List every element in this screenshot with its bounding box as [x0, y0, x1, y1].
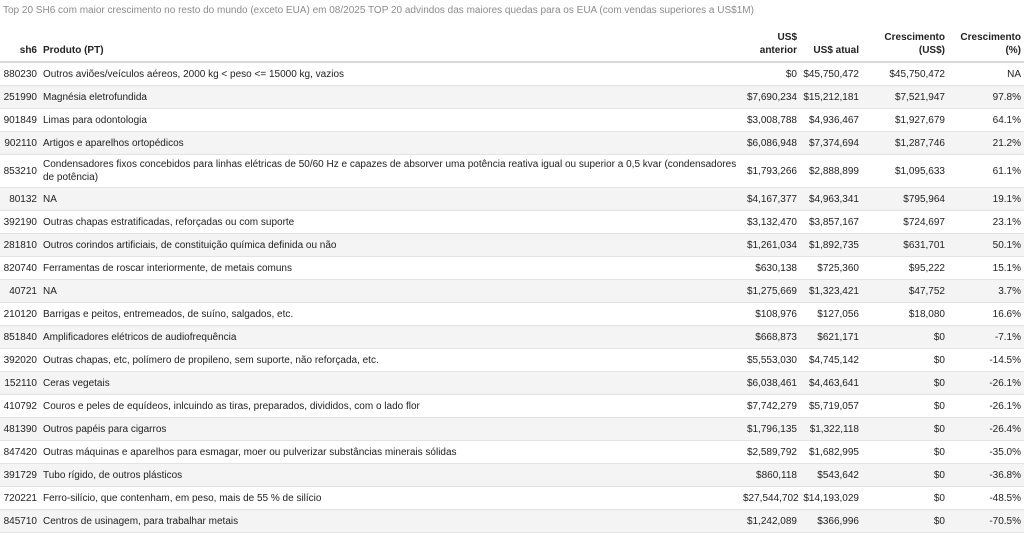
col-header-produto: Produto (PT) [40, 22, 740, 62]
cell-crescimento-usd: $0 [862, 372, 948, 395]
cell-crescimento-usd: $45,750,472 [862, 62, 948, 86]
cell-produto: Outras chapas, etc, polímero de propileno, sem suporte, não reforçada, etc. [40, 349, 740, 372]
cell-crescimento-pct: -48.5% [948, 487, 1024, 510]
cell-anterior: $4,167,377 [740, 188, 800, 211]
cell-crescimento-usd: $18,080 [862, 303, 948, 326]
col-header-atual: US$ atual [800, 22, 862, 62]
table-row [0, 257, 1024, 280]
cell-anterior: $630,138 [740, 257, 800, 280]
cell-produto: Outros corindos artificiais, de constituição química definida ou não [40, 234, 740, 257]
cell-produto: NA [40, 188, 740, 211]
cell-atual: $45,750,472 [800, 62, 862, 86]
cell-crescimento-usd: $1,287,746 [862, 132, 948, 155]
cell-atual: $725,360 [800, 257, 862, 280]
cell-anterior: $1,261,034 [740, 234, 800, 257]
col-header-anterior: US$ anterior [740, 22, 800, 62]
cell-anterior: $7,690,234 [740, 86, 800, 109]
cell-sh6: 851840 [0, 326, 40, 349]
cell-anterior: $6,038,461 [740, 372, 800, 395]
cell-anterior: $0 [740, 62, 800, 86]
table-row [0, 234, 1024, 257]
cell-crescimento-pct: 23.1% [948, 211, 1024, 234]
cell-atual: $5,719,057 [800, 395, 862, 418]
cell-anterior: $1,796,135 [740, 418, 800, 441]
cell-crescimento-pct: 3.7% [948, 280, 1024, 303]
cell-atual: $3,857,167 [800, 211, 862, 234]
cell-atual: $4,463,641 [800, 372, 862, 395]
cell-crescimento-pct: -26.4% [948, 418, 1024, 441]
table-row [0, 464, 1024, 487]
cell-crescimento-usd: $795,964 [862, 188, 948, 211]
cell-crescimento-pct: -14.5% [948, 349, 1024, 372]
table-row [0, 326, 1024, 349]
cell-crescimento-pct: -26.1% [948, 372, 1024, 395]
cell-crescimento-usd: $7,521,947 [862, 86, 948, 109]
col-header-crescimento-usd: Crescimento (US$) [862, 22, 948, 62]
cell-sh6: 902110 [0, 132, 40, 155]
table-header [0, 22, 1024, 62]
cell-crescimento-usd: $724,697 [862, 211, 948, 234]
cell-produto: Ferramentas de roscar interiormente, de metais comuns [40, 257, 740, 280]
cell-atual: $1,322,118 [800, 418, 862, 441]
table-row [0, 62, 1024, 86]
cell-atual: $1,892,735 [800, 234, 862, 257]
cell-produto: Condensadores fixos concebidos para linhas elétricas de 50/60 Hz e capazes de absorver uma potência reativa igual ou superior a 0,5 kvar (condensadores de potência) [40, 155, 740, 188]
cell-sh6: 392190 [0, 211, 40, 234]
table-caption: Top 20 SH6 com maior crescimento no resto do mundo (exceto EUA) em 08/2025 TOP 20 advindos das maiores quedas para os EUA (com vendas superiores a US$1M) [3, 5, 754, 16]
cell-atual: $543,642 [800, 464, 862, 487]
cell-anterior: $668,873 [740, 326, 800, 349]
cell-crescimento-usd: $47,752 [862, 280, 948, 303]
table-row [0, 418, 1024, 441]
cell-crescimento-usd: $631,701 [862, 234, 948, 257]
cell-sh6: 481390 [0, 418, 40, 441]
cell-crescimento-pct: -26.1% [948, 395, 1024, 418]
cell-crescimento-usd: $0 [862, 464, 948, 487]
cell-sh6: 880230 [0, 62, 40, 86]
col-header-sh6: sh6 [0, 22, 40, 62]
cell-produto: Outras chapas estratificadas, reforçadas ou com suporte [40, 211, 740, 234]
table-body [0, 62, 1024, 533]
cell-atual: $7,374,694 [800, 132, 862, 155]
cell-crescimento-usd: $0 [862, 441, 948, 464]
cell-produto: Amplificadores elétricos de audiofrequência [40, 326, 740, 349]
cell-crescimento-usd: $0 [862, 487, 948, 510]
cell-anterior: $860,118 [740, 464, 800, 487]
cell-produto: Couros e peles de equídeos, inlcuindo as tiras, preparados, divididos, com o lado flor [40, 395, 740, 418]
cell-produto: Artigos e aparelhos ortopédicos [40, 132, 740, 155]
cell-sh6: 391729 [0, 464, 40, 487]
cell-sh6: 820740 [0, 257, 40, 280]
table-row [0, 510, 1024, 533]
cell-produto: Magnésia eletrofundida [40, 86, 740, 109]
cell-crescimento-pct: -7.1% [948, 326, 1024, 349]
cell-crescimento-pct: -36.8% [948, 464, 1024, 487]
cell-crescimento-pct: 16.6% [948, 303, 1024, 326]
cell-crescimento-pct: 97.8% [948, 86, 1024, 109]
cell-sh6: 210120 [0, 303, 40, 326]
table-row [0, 211, 1024, 234]
table-row [0, 303, 1024, 326]
cell-anterior: $3,132,470 [740, 211, 800, 234]
table-row [0, 487, 1024, 510]
cell-sh6: 720221 [0, 487, 40, 510]
col-header-crescimento-pct: Crescimento (%) [948, 22, 1024, 62]
cell-produto: Outros aviões/veículos aéreos, 2000 kg < peso <= 15000 kg, vazios [40, 62, 740, 86]
cell-crescimento-usd: $1,927,679 [862, 109, 948, 132]
cell-crescimento-pct: 15.1% [948, 257, 1024, 280]
cell-crescimento-usd: $0 [862, 418, 948, 441]
cell-atual: $621,171 [800, 326, 862, 349]
table-row [0, 109, 1024, 132]
cell-produto: Outros papéis para cigarros [40, 418, 740, 441]
cell-produto: Barrigas e peitos, entremeados, de suíno, salgados, etc. [40, 303, 740, 326]
table-row [0, 188, 1024, 211]
cell-atual: $4,963,341 [800, 188, 862, 211]
cell-sh6: 845710 [0, 510, 40, 533]
cell-crescimento-pct: -35.0% [948, 441, 1024, 464]
cell-produto: Ceras vegetais [40, 372, 740, 395]
table-row [0, 155, 1024, 188]
cell-crescimento-usd: $0 [862, 349, 948, 372]
cell-atual: $1,323,421 [800, 280, 862, 303]
table-row [0, 349, 1024, 372]
table-row [0, 280, 1024, 303]
cell-atual: $4,936,467 [800, 109, 862, 132]
cell-crescimento-pct: 19.1% [948, 188, 1024, 211]
table-row [0, 441, 1024, 464]
cell-anterior: $1,793,266 [740, 155, 800, 188]
cell-sh6: 40721 [0, 280, 40, 303]
cell-atual: $366,996 [800, 510, 862, 533]
cell-produto: Tubo rígido, de outros plásticos [40, 464, 740, 487]
cell-sh6: 80132 [0, 188, 40, 211]
cell-sh6: 847420 [0, 441, 40, 464]
cell-produto: Outras máquinas e aparelhos para esmagar, moer ou pulverizar substâncias minerais sólidas [40, 441, 740, 464]
cell-anterior: $1,275,669 [740, 280, 800, 303]
cell-produto: NA [40, 280, 740, 303]
cell-atual: $1,682,995 [800, 441, 862, 464]
cell-crescimento-usd: $1,095,633 [862, 155, 948, 188]
cell-anterior: $108,976 [740, 303, 800, 326]
cell-sh6: 251990 [0, 86, 40, 109]
cell-sh6: 281810 [0, 234, 40, 257]
cell-crescimento-usd: $0 [862, 395, 948, 418]
cell-crescimento-pct: 61.1% [948, 155, 1024, 188]
cell-produto: Ferro-silício, que contenham, em peso, mais de 55 % de silício [40, 487, 740, 510]
cell-atual: $127,056 [800, 303, 862, 326]
table-row [0, 395, 1024, 418]
cell-crescimento-pct: NA [948, 62, 1024, 86]
cell-anterior: $5,553,030 [740, 349, 800, 372]
cell-crescimento-pct: 64.1% [948, 109, 1024, 132]
cell-sh6: 853210 [0, 155, 40, 188]
cell-sh6: 901849 [0, 109, 40, 132]
cell-sh6: 152110 [0, 372, 40, 395]
cell-anterior: $3,008,788 [740, 109, 800, 132]
cell-anterior: $1,242,089 [740, 510, 800, 533]
cell-crescimento-pct: 50.1% [948, 234, 1024, 257]
cell-atual: $15,212,181 [800, 86, 862, 109]
cell-produto: Limas para odontologia [40, 109, 740, 132]
cell-sh6: 410792 [0, 395, 40, 418]
data-table [0, 22, 1024, 533]
cell-atual: $2,888,899 [800, 155, 862, 188]
cell-crescimento-pct: -70.5% [948, 510, 1024, 533]
table-row [0, 132, 1024, 155]
cell-crescimento-usd: $0 [862, 510, 948, 533]
cell-crescimento-pct: 21.2% [948, 132, 1024, 155]
table-row [0, 86, 1024, 109]
cell-anterior: $6,086,948 [740, 132, 800, 155]
table-row [0, 372, 1024, 395]
cell-sh6: 392020 [0, 349, 40, 372]
cell-anterior: $27,544,702 [740, 487, 800, 510]
cell-anterior: $2,589,792 [740, 441, 800, 464]
cell-produto: Centros de usinagem, para trabalhar metais [40, 510, 740, 533]
cell-atual: $4,745,142 [800, 349, 862, 372]
cell-atual: $14,193,029 [800, 487, 862, 510]
cell-crescimento-usd: $95,222 [862, 257, 948, 280]
cell-anterior: $7,742,279 [740, 395, 800, 418]
cell-crescimento-usd: $0 [862, 326, 948, 349]
